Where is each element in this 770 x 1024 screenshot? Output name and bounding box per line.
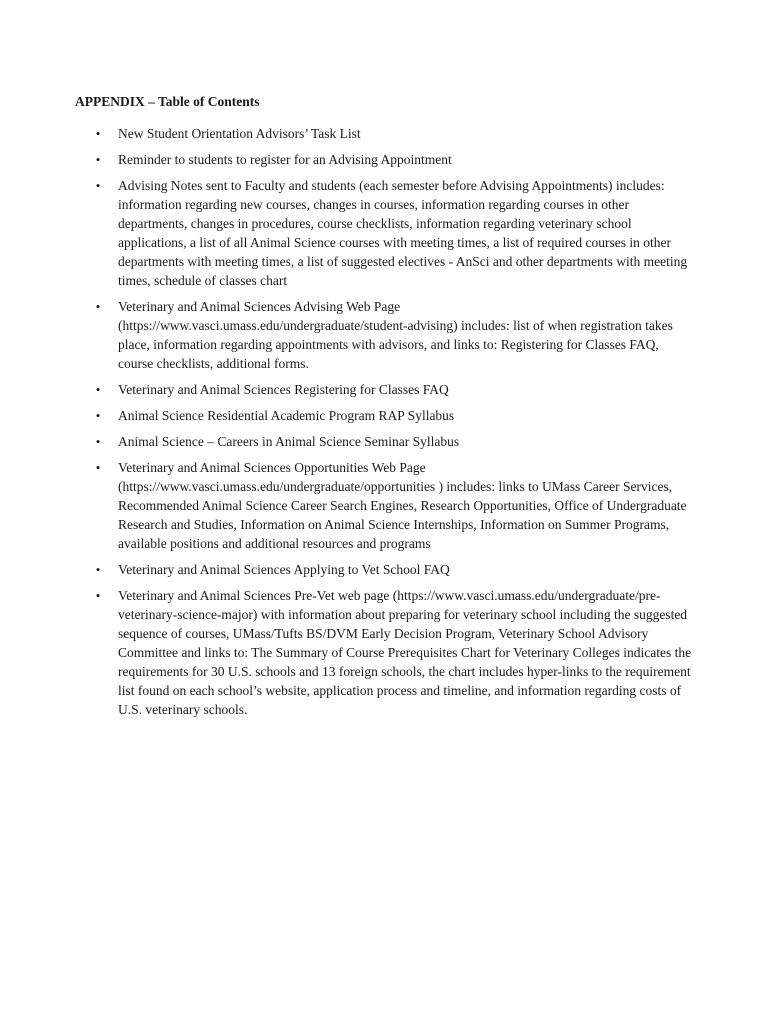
list-item-text: Veterinary and Animal Sciences Registering for Classes FAQ [118, 382, 449, 397]
bullet-icon: • [95, 460, 101, 475]
bullet-icon: • [95, 434, 101, 449]
bullet-icon: • [95, 562, 101, 577]
list-item-text: Reminder to students to register for an Advising Appointment [118, 152, 452, 167]
list-item [0, 458, 692, 553]
list-item [0, 150, 692, 169]
list-item [0, 406, 692, 425]
bullet-icon: • [95, 299, 101, 314]
list-item-text: Veterinary and Animal Sciences Advising Web Page (https://www.vasci.umass.edu/undergraduate/student-advising) includes: list of when registration takes place, information regarding appointments with advisors, and links to: Registering for Classes FAQ, course checklists, additional forms. [118, 299, 673, 371]
bullet-icon: • [95, 382, 101, 397]
list-item-text: Advising Notes sent to Faculty and students (each semester before Advising Appointments) includes: information regarding new courses, changes in courses, information regarding courses in other departments, changes in procedures, course checklists, information regarding veterinary school applications, a list of all Animal Science courses with meeting times, a list of required courses in other departments with meeting times, a list of suggested electives - AnSci and other departments with meeting times, schedule of classes chart [118, 178, 688, 288]
list-item [0, 124, 692, 143]
table-of-contents-list [0, 124, 770, 726]
list-item-text: New Student Orientation Advisors’ Task List [118, 126, 361, 141]
bullet-icon: • [95, 126, 101, 141]
page-title: APPENDIX – Table of Contents [75, 94, 260, 109]
list-item [0, 432, 692, 451]
list-item [0, 586, 692, 719]
bullet-icon: • [95, 408, 101, 423]
list-item [0, 176, 692, 290]
list-item-text: Veterinary and Animal Sciences Opportunities Web Page (https://www.vasci.umass.edu/undergraduate/opportunities ) includes: links to UMass Career Services, Recommended Animal Science Career Search Engines, Research Opportunities, Office of Undergraduate Research and Studies, Information on Animal Science Internships, Information on Summer Programs, available positions and additional resources and programs [118, 460, 687, 551]
list-item-text: Animal Science – Careers in Animal Science Seminar Syllabus [118, 434, 460, 449]
list-item-text: Veterinary and Animal Sciences Applying to Vet School FAQ [118, 562, 450, 577]
list-item-text: Veterinary and Animal Sciences Pre-Vet web page (https://www.vasci.umass.edu/undergraduate/pre-veterinary-science-major) with information about preparing for veterinary school including the suggested sequence of courses, UMass/Tufts BS/DVM Early Decision Program, Veterinary School Advisory Committee and links to: The Summary of Course Prerequisites Chart for Veterinary Colleges indicates the requirements for 30 U.S. schools and 13 foreign schools, the chart includes hyper-links to the requirement list found on each school’s website, application process and timeline, and information regarding costs of U.S. veterinary schools. [118, 588, 692, 717]
list-item [0, 380, 692, 399]
bullet-icon: • [95, 588, 101, 603]
list-item [0, 297, 692, 373]
list-item-text: Animal Science Residential Academic Program RAP Syllabus [118, 408, 455, 423]
bullet-icon: • [95, 178, 101, 193]
list-item [0, 560, 692, 579]
bullet-icon: • [95, 152, 101, 167]
